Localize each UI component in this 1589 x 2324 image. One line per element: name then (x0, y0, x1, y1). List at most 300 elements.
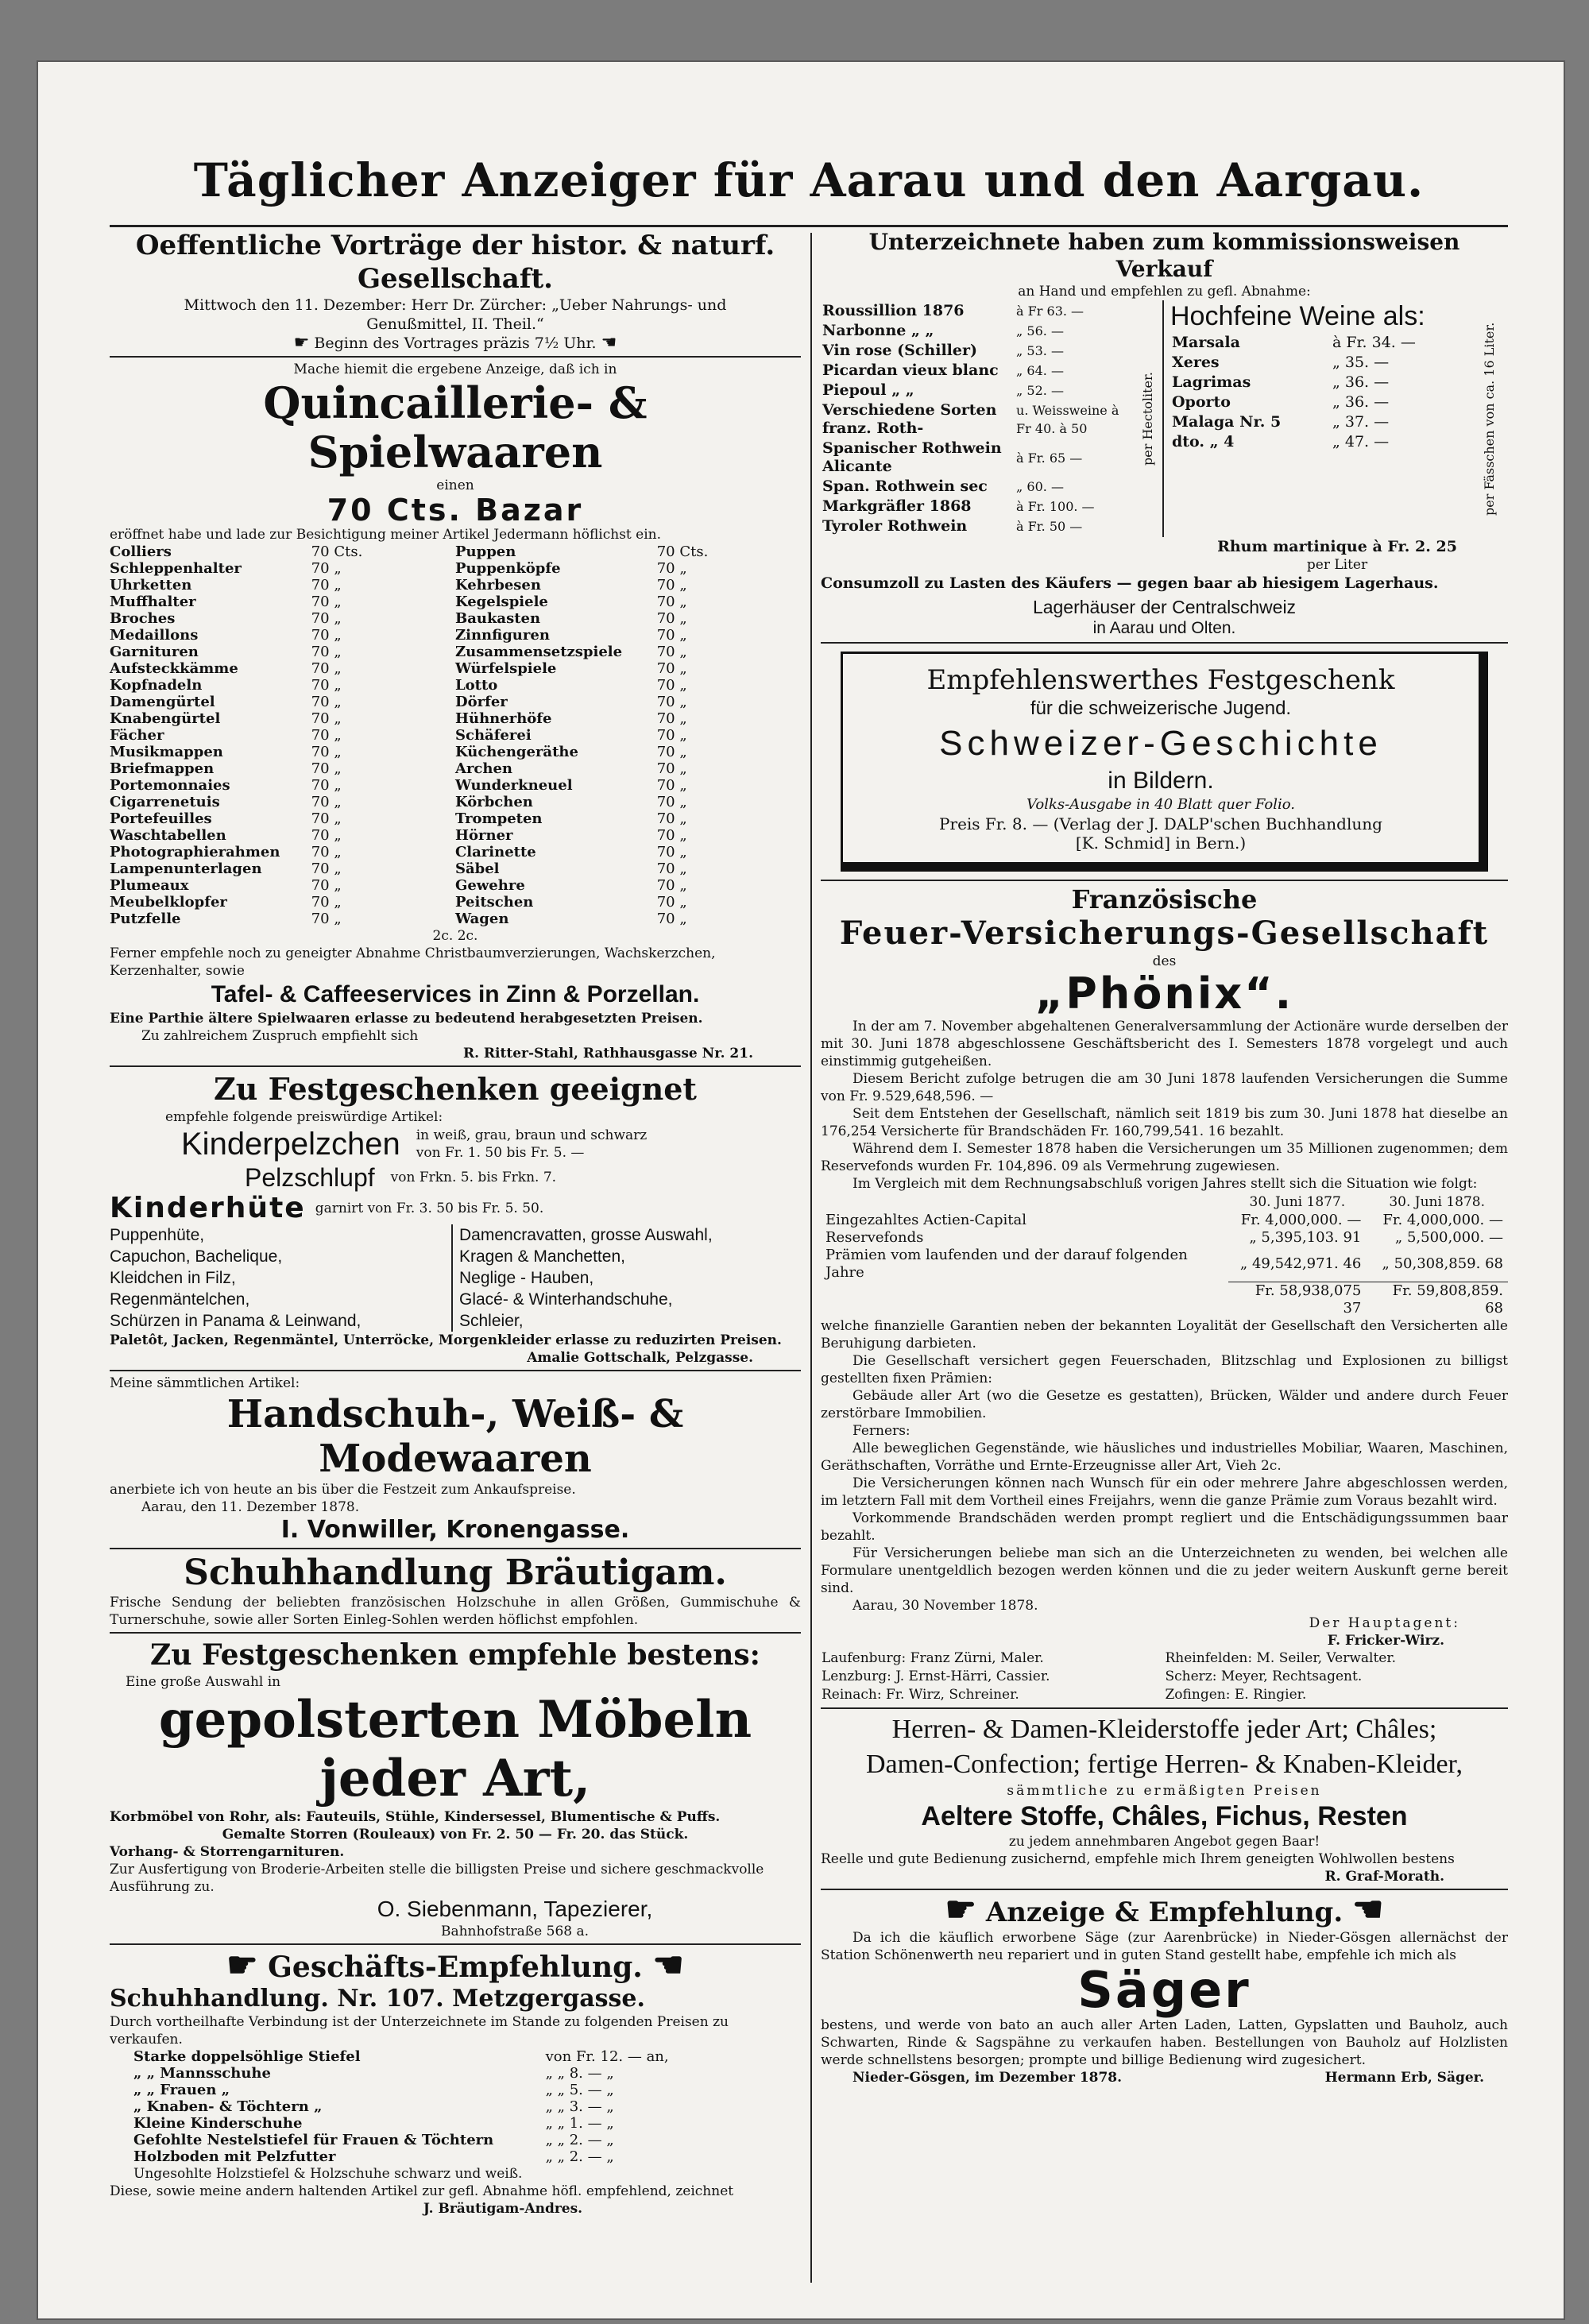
price-row (133, 2148, 686, 2165)
phoenix-p3: Seit dem Entstehen der Gesellschaft, nämlich seit 1819 bis zum 30. Juni 1878 hat dieselbe an 176,254 Versicherte für Brandschäden Fr. 160,799,541. 16 bezahlt. (821, 1106, 1508, 1139)
item-name: Küchengeräthe (454, 744, 578, 760)
item-name: Fächer (110, 727, 164, 744)
phoenix-agents-table (821, 1649, 1508, 1704)
vortraege-line2: Genußmittel, II. Theil.“ (366, 315, 544, 333)
wine-name: Verschiedene Sorten franz. Roth- (822, 401, 997, 437)
pelz-right-item: Schleier, (459, 1312, 524, 1330)
item-name: Musikmappen (110, 744, 223, 760)
moebel-sign: O. Siebenmann, Tapezierer, (377, 1897, 653, 1921)
shoe-type: Holzboden mit Pelzfutter (133, 2148, 336, 2165)
pelz-right-item: Glacé- & Winterhandschuhe, (459, 1290, 673, 1309)
divider (110, 1370, 801, 1371)
agent: Scherz: Meyer, Rechtsagent. (1165, 1668, 1363, 1684)
item-price: 70 „ (311, 710, 342, 727)
graf-p1: zu jedem annehmbaren Angebot gegen Baar! (1008, 1833, 1320, 1850)
pelz-sign: Amalie Gottschalk, Pelzgasse. (527, 1350, 753, 1366)
braeut2-p2: Ungesohlte Holzstiefel & Holzschuhe schwarz und weiß. (133, 2166, 523, 2182)
wine-row (822, 478, 1137, 496)
finance-label: Prämien vom laufenden und der darauf folgenden Jahre (825, 1247, 1188, 1281)
moebel-p2: Gemalte Storren (Rouleaux) von Fr. 2. 50 — Fr. 20. das Stück. (222, 1827, 689, 1843)
item-name: Muffhalter (110, 594, 196, 610)
item-price: 70 „ (311, 794, 342, 810)
wine-name: Xeres (1172, 354, 1220, 371)
finance-1877: Fr. 58,938,075 37 (1228, 1282, 1366, 1317)
wine-name: Roussillion 1876 (822, 302, 965, 319)
ad-braeutigam-2 (110, 1945, 801, 2218)
wine-row (822, 322, 1137, 340)
weine-sign2: in Aarau und Olten. (1092, 619, 1236, 637)
item-price: 70 „ (656, 794, 687, 810)
item-name: Uhrketten (110, 577, 192, 594)
column-divider (810, 233, 812, 2283)
item-price: 70 „ (311, 827, 342, 844)
item-name: Schleppenhalter (110, 560, 242, 577)
wine-row (1172, 334, 1416, 352)
item-price: 70 „ (656, 577, 687, 594)
phoenix-finance-table (821, 1193, 1508, 1317)
wine-name: Piepoul „ „ (822, 381, 914, 399)
graf-h2: Damen-Confection; fertige Herren- & Knaben-Kleider, (865, 1749, 1463, 1779)
item-price: 70 „ (311, 894, 342, 911)
graf-big: Aeltere Stoffe, Châles, Fichus, Resten (921, 1800, 1408, 1831)
finance-row (821, 1229, 1508, 1247)
graf-sign: R. Graf-Morath. (1324, 1868, 1444, 1885)
phoenix-p4: Während dem I. Semester 1878 haben die Versicherungen um 35 Millionen zugenommen; dem Reservefonds wurden Fr. 104,896. 09 als Vermehrung zugewiesen. (821, 1141, 1508, 1174)
item-price: 70 „ (311, 810, 342, 827)
fin-col-1877: 30. Juni 1877. (1249, 1194, 1346, 1210)
pelz-right-item: Neglige - Hauben, (459, 1269, 594, 1287)
dalp-l3: Schweizer-Geschichte (939, 724, 1382, 763)
quinc-einen: einen (436, 478, 474, 493)
quinc-bazar: 70 Cts. Bazar (327, 493, 584, 528)
phoenix-p6: welche finanzielle Garantien neben der bekannten Loyalität der Gesellschaft den Versicherten alle Beruhigung darbieten. (821, 1317, 1508, 1351)
item-name: Lampenunterlagen (110, 860, 262, 877)
weine-vert2: per Fässchen von ca. 16 Liter. (1482, 322, 1497, 516)
item-price: 70 „ (656, 777, 687, 794)
moebel-heading: Zu Festgeschenken empfehle bestens: (150, 1638, 760, 1672)
quinc-p2: Tafel- & Caffeeservices in Zinn & Porzellan. (211, 981, 700, 1007)
item-name: Archen (454, 760, 513, 777)
moebel-p4: Zur Ausfertigung von Broderie-Arbeiten stelle die billigsten Preise und sichere geschmackvolle Ausführung zu. (110, 1862, 764, 1895)
shoe-price: „ „ 3. — „ (545, 2098, 614, 2115)
item-price: 70 „ (311, 727, 342, 744)
item-name: Wunderkneuel (454, 777, 573, 794)
shoe-price: „ „ 2. — „ (545, 2132, 614, 2148)
shoe-price: von Fr. 12. — an, (545, 2048, 669, 2065)
wine-name: Span. Rothwein sec (822, 478, 988, 495)
pelz-k1: Kinderpelzchen (181, 1127, 400, 1162)
vonwiller-p: anerbiete ich von heute an bis über die Festzeit zum Ankaufspreise. (110, 1482, 576, 1498)
wine-price: „ 36. — (1332, 393, 1390, 411)
item-name: Hörner (454, 827, 513, 844)
item-price: 70 „ (656, 744, 687, 760)
ad-pelz (110, 1070, 801, 1367)
phoenix-des: des (1152, 953, 1177, 969)
wine-price: à Fr. 50 — (1016, 519, 1083, 534)
quinc-open: eröffnet habe und lade zur Besichtigung meiner Artikel Jedermann höflichst ein. (110, 527, 662, 543)
item-name: Garnituren (110, 644, 199, 660)
agent: Lenzburg: J. Ernst-Härri, Cassier. (822, 1668, 1050, 1684)
wine-price: „ 56. — (1016, 323, 1064, 338)
item-row (110, 760, 801, 777)
weine-left-table (821, 300, 1139, 537)
vonwiller-heading: Handschuh-, Weiß- & Modewaaren (226, 1392, 684, 1481)
item-name: Körbchen (454, 794, 533, 810)
item-name: Gewehre (454, 877, 525, 894)
pelz-left-list (110, 1224, 453, 1332)
item-name: Clarinette (454, 844, 536, 860)
weine-heading: Unterzeichnete haben zum kommissionsweisen Verkauf (868, 229, 1460, 282)
item-price: 70 „ (656, 844, 687, 860)
vortraege-line1: Mittwoch den 11. Dezember: Herr Dr. Zürcher: „Ueber Nahrungs- und (184, 296, 727, 314)
wine-row (822, 439, 1137, 476)
finance-label (821, 1282, 1228, 1317)
wine-price: à Fr. 100. — (1016, 499, 1095, 514)
fin-col-1878: 30. Juni 1878. (1389, 1194, 1486, 1210)
phoenix-p10: Alle beweglichen Gegenstände, wie häusliches und industrielles Mobiliar, Waaren, Maschinen, Geräthschaften, Vorräthe und Ernte-Erzeugnisse aller Art, Vieh 2c. (821, 1440, 1508, 1474)
shoe-price: „ „ 2. — „ (545, 2148, 614, 2165)
dalp-l6: Preis Fr. 8. — (Verlag der J. DALP'schen Buchhandlung (939, 814, 1382, 833)
wine-name: Picardan vieux blanc (822, 362, 999, 379)
agent-row (821, 1686, 1508, 1704)
finance-1877: Fr. 4,000,000. — (1240, 1212, 1362, 1228)
left-column (110, 229, 801, 2283)
braeut1-heading: Schuhhandlung Bräutigam. (184, 1553, 727, 1593)
quinc-intro: Mache hiemit die ergebene Anzeige, daß ich in (293, 362, 617, 377)
shoe-type: Starke doppelsöhlige Stiefel (133, 2048, 361, 2065)
item-name: Broches (110, 610, 176, 627)
quinc-sign: R. Ritter-Stahl, Rathhausgasse Nr. 21. (462, 1046, 753, 1061)
erb-p1: Da ich die käuflich erworbene Säge (zur Aarenbrücke) in Nieder-Gösgen allernächst der Station Schönenwerth neu repariert und in guten Stand gestellt habe, empfehle ich mich als (821, 1929, 1508, 1963)
wine-row (822, 517, 1137, 536)
pelz-heading: Zu Festgeschenken geeignet (214, 1071, 697, 1107)
item-row (110, 610, 801, 627)
item-row (110, 827, 801, 844)
pointing-hand-icon: ☚ (601, 333, 617, 353)
item-row (110, 794, 801, 810)
erb-big: Säger (1077, 1960, 1251, 2019)
item-name: Lotto (454, 677, 498, 694)
item-price: 70 „ (311, 594, 342, 610)
finance-row (821, 1212, 1508, 1229)
dalp-l4: in Bildern. (1108, 768, 1214, 794)
dalp-l7: [K. Schmid] in Bern.) (1075, 833, 1247, 853)
item-price: 70 „ (656, 827, 687, 844)
item-row (110, 727, 801, 744)
phoenix-p11: Die Versicherungen können nach Wunsch für ein oder mehrere Jahre abgeschlossen werden, im letztern Fall mit dem Vortheil eines Freijahrs, wenn die ganze Prämie zum Voraus bezahlt wird. (821, 1475, 1508, 1509)
braeut2-sub: Schuhhandlung. Nr. 107. Metzgergasse. (110, 1985, 645, 2013)
item-price: 70 „ (311, 577, 342, 594)
pointing-hand-icon: ☚ (1352, 1889, 1384, 1930)
divider (821, 1707, 1508, 1709)
agent: Reinach: Fr. Wirz, Schreiner. (822, 1686, 1019, 1703)
moebel-addr: Bahnhofstraße 568 a. (440, 1924, 590, 1939)
item-name: Trompeten (454, 810, 543, 827)
item-name: Hühnerhöfe (454, 710, 552, 727)
ad-braeutigam-1 (110, 1553, 801, 1629)
agent: Zofingen: E. Ringier. (1165, 1686, 1307, 1703)
item-price: 70 „ (656, 694, 687, 710)
item-price: 70 „ (311, 860, 342, 877)
item-name: Kehrbesen (454, 577, 541, 594)
item-row (110, 911, 801, 927)
item-name: Würfelspiele (454, 660, 557, 677)
item-price: 70 „ (311, 744, 342, 760)
item-row (110, 627, 801, 644)
price-row (133, 2048, 686, 2065)
item-row (110, 660, 801, 677)
wine-row (822, 401, 1137, 438)
item-name: Photographierahmen (110, 844, 280, 860)
wine-price: à Fr 63. — (1016, 304, 1084, 319)
phoenix-p12: Vorkommende Brandschäden werden prompt regliert und die Entschädigungssummen baar bezahlt. (821, 1510, 1508, 1544)
shoe-type: „ Knaben- & Töchtern „ (133, 2098, 323, 2115)
erb-heading: Anzeige & Empfehlung. (985, 1896, 1343, 1928)
moebel-big: gepolsterten Möbeln jeder Art, (158, 1690, 752, 1808)
wine-row (1172, 354, 1416, 372)
item-name: Medaillons (110, 627, 199, 644)
shoe-price: „ „ 8. — „ (545, 2065, 614, 2082)
braeut2-price-table (133, 2048, 686, 2165)
wine-price: à Fr. 65 — (1016, 450, 1083, 466)
pelz-left-item: Capuchon, Bachelique, (110, 1247, 283, 1266)
ad-weine (821, 229, 1508, 639)
masthead-title: Täglicher Anzeiger für Aarau und den Aargau. (110, 153, 1508, 227)
item-price: 70 Cts. (656, 543, 709, 560)
item-name: Portefeuilles (110, 810, 212, 827)
pelz-k2: Pelzschlupf (245, 1163, 375, 1192)
weine-perl: per Liter (1306, 557, 1368, 573)
quinc-p1: Ferner empfehle noch zu geneigter Abnahme Christbaumverzierungen, Wachskerzchen, Kerzenhalter, sowie (110, 945, 716, 979)
item-name: Puppenköpfe (454, 560, 561, 577)
item-row (110, 560, 801, 577)
item-price: 70 „ (656, 894, 687, 911)
item-price: 70 „ (311, 694, 342, 710)
item-row (110, 577, 801, 594)
wine-name: Vin rose (Schiller) (822, 342, 977, 359)
ad-moebel (110, 1637, 801, 1940)
item-price: 70 „ (656, 610, 687, 627)
item-name: Colliers (110, 543, 172, 560)
finance-1878: Fr. 59,808,859. 68 (1366, 1282, 1508, 1317)
phoenix-p1: In der am 7. November abgehaltenen Generalversammlung der Actionäre wurde derselben der mit 30. Juni 1878 abgeschlossene Geschäftsbericht des I. Semesters 1878 vorgelegt und auch einstimmig gutgeheißen. (821, 1019, 1508, 1069)
finance-1877: „ 5,395,103. 91 (1249, 1229, 1362, 1246)
shoe-price: „ „ 5. — „ (545, 2082, 614, 2098)
pointing-hand-icon: ☛ (226, 1945, 258, 1986)
phoenix-p9: Ferners: (852, 1422, 910, 1439)
item-row (110, 877, 801, 894)
item-name: Portemonnaies (110, 777, 230, 794)
finance-1878: Fr. 4,000,000. — (1382, 1212, 1503, 1228)
ad-quincaillerie (110, 361, 801, 1062)
newspaper-page (38, 62, 1564, 2318)
phoenix-date: Aarau, 30 November 1878. (852, 1597, 1038, 1614)
divider (110, 1548, 801, 1549)
price-row (133, 2082, 686, 2098)
braeut2-p3: Diese, sowie meine andern haltenden Artikel zur gefl. Abnahme höfl. empfehlend, zeichnet (110, 2183, 734, 2199)
erb-date: Nieder-Gösgen, im Dezember 1878. (852, 2069, 1123, 2086)
ad-phoenix (821, 884, 1508, 1704)
moebel-p1: Korbmöbel von Rohr, als: Fauteuils, Stühle, Kindersessel, Blumentische & Puffs. (110, 1809, 721, 1825)
item-name: Baukasten (454, 610, 541, 627)
pelz-left-item: Kleidchen in Filz, (110, 1269, 236, 1287)
wine-row (822, 302, 1137, 320)
finance-label: Reservefonds (825, 1229, 924, 1246)
pointing-hand-icon: ☛ (293, 333, 310, 353)
item-name: Damengürtel (110, 694, 215, 710)
item-row (110, 894, 801, 911)
item-price: 70 „ (656, 677, 687, 694)
item-price: 70 „ (656, 860, 687, 877)
phoenix-p7: Die Gesellschaft versichert gegen Feuerschaden, Blitzschlag und Explosionen zu billigst gestellten fixen Prämien: (821, 1352, 1508, 1386)
moebel-intro: Eine große Auswahl in (126, 1674, 281, 1690)
wine-row (822, 497, 1137, 516)
agent: Laufenburg: Franz Zürni, Maler. (822, 1649, 1044, 1666)
price-row (133, 2115, 686, 2132)
divider (110, 1943, 801, 1945)
wine-name: Lagrimas (1172, 373, 1251, 391)
item-name: Meubelklopfer (110, 894, 227, 911)
item-row (110, 594, 801, 610)
shoe-type: Gefohlte Nestelstiefel für Frauen & Töchtern (133, 2132, 494, 2148)
agent-row (821, 1649, 1508, 1668)
divider (110, 1632, 801, 1634)
wine-price: „ 53. — (1016, 343, 1064, 358)
pelz-left-item: Puppenhüte, (110, 1226, 205, 1244)
divider (110, 1065, 801, 1067)
shoe-type: Kleine Kinderschuhe (133, 2115, 303, 2132)
item-name: Dörfer (454, 694, 508, 710)
pointing-hand-icon: ☛ (945, 1889, 976, 1930)
pelz-k3-price: garnirt von Fr. 3. 50 bis Fr. 5. 50. (315, 1201, 544, 1216)
item-name: Aufsteckkämme (110, 660, 238, 677)
quinc-p4: Zu zahlreichem Zuspruch empfiehlt sich (141, 1028, 419, 1044)
item-price: 70 „ (311, 777, 342, 794)
wine-row (1172, 373, 1416, 392)
quinc-etc: 2c. 2c. (432, 928, 478, 944)
wine-price: „ 64. — (1016, 363, 1064, 378)
wine-name: Tyroler Rothwein (822, 517, 968, 535)
wine-row (822, 381, 1137, 400)
vortraege-line3: Beginn des Vortrages präzis 7½ Uhr. (314, 334, 597, 352)
graf-sub: sämmtliche zu ermäßigten Preisen (1007, 1782, 1322, 1799)
finance-1877: „ 49,542,971. 46 (1239, 1255, 1362, 1272)
ad-vonwiller (110, 1375, 801, 1545)
item-name: Kopfnadeln (110, 677, 203, 694)
finance-1878: „ 5,500,000. — (1394, 1229, 1503, 1246)
erb-sign: Hermann Erb, Säger. (1324, 2069, 1484, 2086)
wine-name: Malaga Nr. 5 (1172, 413, 1282, 431)
item-price: 70 „ (656, 760, 687, 777)
item-price: 70 „ (311, 760, 342, 777)
weine-right-table (1170, 332, 1417, 453)
vonwiller-sign: I. Vonwiller, Kronengasse. (280, 1516, 630, 1544)
pelz-k3: Kinderhüte (110, 1192, 306, 1224)
item-name: Waschtabellen (110, 827, 226, 844)
item-name: Kegelspiele (454, 594, 548, 610)
item-name: Wagen (454, 911, 509, 927)
wine-price: „ 36. — (1332, 373, 1390, 391)
wine-price: à Fr. 34. — (1332, 334, 1416, 351)
price-row (133, 2132, 686, 2148)
finance-row (821, 1247, 1508, 1282)
pointing-hand-icon: ☚ (652, 1945, 684, 1986)
phoenix-p13: Für Versicherungen beliebe man sich an die Unterzeichneten zu wenden, bei welchen alle Formulare unentgeldlich bezogen werden können und die zu jeder weitern Auskunft gerne bereit sind. (821, 1545, 1508, 1596)
item-price: 70 „ (311, 610, 342, 627)
item-price: 70 „ (656, 627, 687, 644)
finance-label: Eingezahltes Actien-Capital (825, 1212, 1026, 1228)
vonwiller-date: Aarau, den 11. Dezember 1878. (141, 1499, 360, 1515)
phoenix-h3: „Phönix“. (1034, 969, 1294, 1019)
erb-p2: bestens, und werde von bato an auch aller Arten Laden, Latten, Gypslatten und Bauholz, auch Schwarten, Rinde & Sagspähne zu verkaufen haben. Bestellungen von Bauholz auf Holzlisten werde schnellstens besorgen; prompte und billige Bedienung wird zugesichert. (821, 2017, 1508, 2068)
divider (110, 356, 801, 358)
finance-1878: „ 50,308,859. 68 (1382, 1255, 1503, 1272)
wine-price: u. Weissweine à Fr 40. à 50 (1016, 403, 1119, 436)
quinc-p3: Eine Parthie ältere Spielwaaren erlasse zu bedeutend herabgesetzten Preisen. (110, 1011, 703, 1027)
pelz-right-item: Damencravatten, grosse Auswahl, (459, 1226, 713, 1244)
item-price: 70 „ (311, 677, 342, 694)
wine-name: Marsala (1172, 334, 1240, 351)
phoenix-hag: Der Hauptagent: (1309, 1614, 1460, 1631)
item-name: Plumeaux (110, 877, 189, 894)
item-name: Puppen (454, 543, 516, 560)
braeut1-p: Frische Sendung der beliebten französischen Holzschuhe in allen Größen, Gummischuhe & Turnerschuhe, sowie aller Sorten Einleg-Sohlen werden höflichst empfohlen. (110, 1595, 801, 1628)
pelz-p: Paletôt, Jacken, Regenmäntel, Unterröcke, Morgenkleider erlasse zu reduzirten Preisen. (110, 1332, 782, 1348)
weine-sub: an Hand und empfehlen zu gefl. Abnahme: (1018, 284, 1311, 300)
item-price: 70 „ (311, 560, 342, 577)
item-name: Säbel (454, 860, 500, 877)
item-name: Briefmappen (110, 760, 215, 777)
item-row (110, 777, 801, 794)
wine-name: Oporto (1172, 393, 1231, 411)
wine-price: „ 52. — (1016, 383, 1064, 398)
weine-zoll: Consumzoll zu Lasten des Käufers — gegen baar ab hiesigem Lagerhaus. (821, 574, 1439, 592)
phoenix-h1: Französische (1071, 884, 1258, 915)
phoenix-h2: Feuer-Versicherungs-Gesellschaft (839, 915, 1490, 952)
shoe-type: „ „ Frauen „ (133, 2082, 230, 2098)
pelz-right-list (453, 1224, 801, 1332)
item-name: Peitschen (454, 894, 534, 911)
finance-row (821, 1282, 1508, 1317)
item-price: 70 „ (656, 911, 687, 927)
shoe-price: „ „ 1. — „ (545, 2115, 614, 2132)
phoenix-p2: Diesem Bericht zufolge betrugen die am 30 Juni 1878 laufenden Versicherungen die Summe von Fr. 9.529,648,596. — (821, 1071, 1508, 1104)
pelz-right-item: Kragen & Manchetten, (459, 1247, 625, 1266)
item-name: Putzfelle (110, 911, 181, 927)
graf-p2: Reelle und gute Bedienung zusichernd, empfehle mich Ihrem geneigten Wohlwollen bestens (821, 1850, 1455, 1867)
item-price: 70 „ (311, 911, 342, 927)
item-price: 70 „ (656, 877, 687, 894)
wine-row (1172, 433, 1416, 451)
item-price: 70 „ (311, 627, 342, 644)
item-row (110, 810, 801, 827)
wine-row (1172, 413, 1416, 431)
page-content (110, 153, 1508, 2283)
pelz-k2-price: von Frkn. 5. bis Frkn. 7. (390, 1170, 557, 1185)
item-price: 70 „ (656, 710, 687, 727)
wine-row (1172, 393, 1416, 412)
divider (821, 880, 1508, 881)
item-price: 70 „ (311, 660, 342, 677)
item-price: 70 „ (311, 877, 342, 894)
weine-sign1: Lagerhäuser der Centralschweiz (1032, 597, 1297, 617)
shoe-type: „ „ Mannsschuhe (133, 2065, 271, 2082)
item-name: Zinnfiguren (454, 627, 550, 644)
item-name: Cigarrenetuis (110, 794, 220, 810)
wine-name: Narbonne „ „ (822, 322, 934, 339)
pelz-intro: empfehle folgende preiswürdige Artikel: (165, 1109, 443, 1125)
right-column (821, 229, 1508, 2283)
